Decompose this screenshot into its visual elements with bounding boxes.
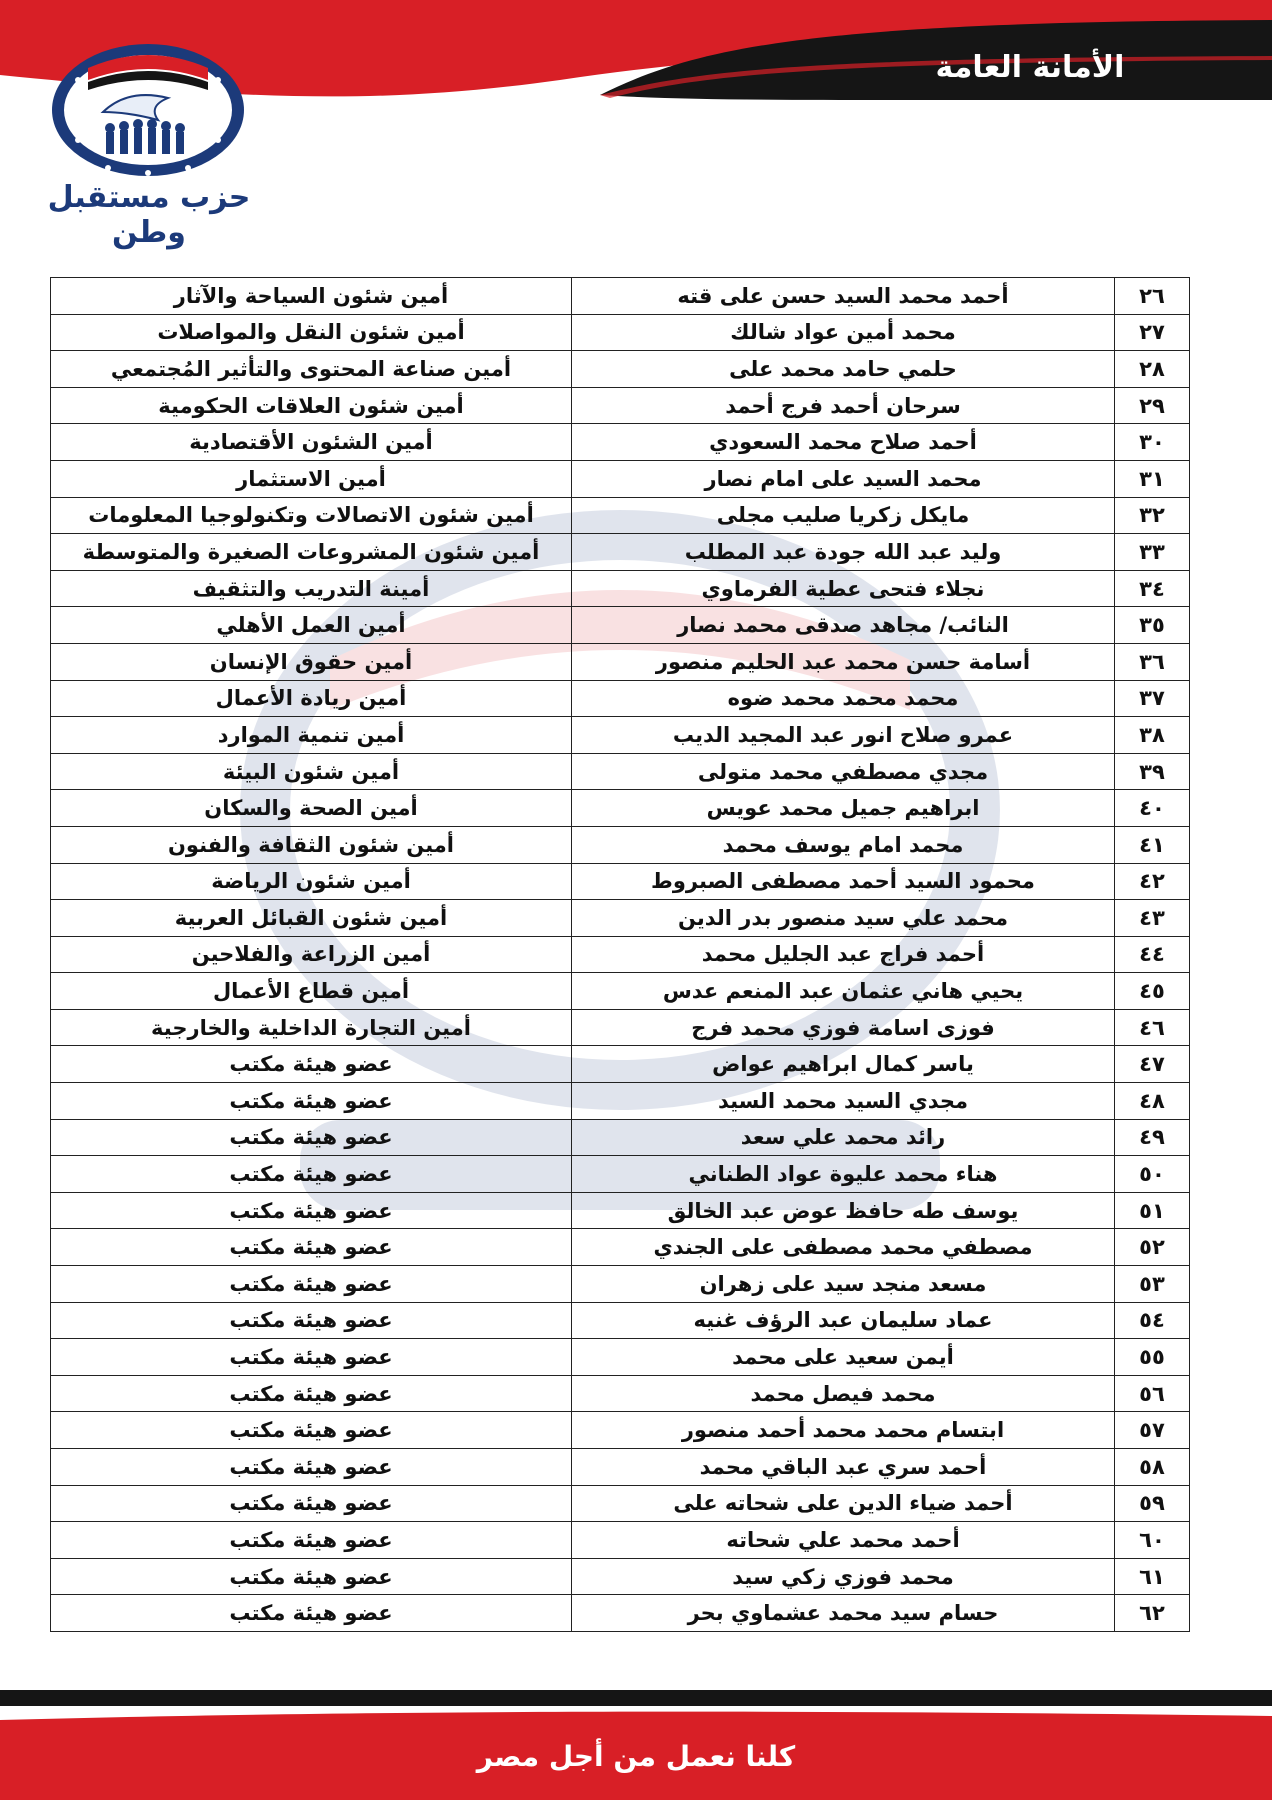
table-row: [51, 717, 1190, 754]
member-role: عضو هيئة مكتب: [51, 1266, 572, 1303]
row-number: ٤٧: [1115, 1046, 1190, 1083]
member-role: عضو هيئة مكتب: [51, 1449, 572, 1486]
row-number: ٣٥: [1115, 607, 1190, 644]
footer-slogan: كلنا نعمل من أجل مصر: [476, 1740, 796, 1773]
member-name: مجدي السيد محمد السيد: [572, 1083, 1115, 1120]
member-role: أمين شئون السياحة والآثار: [51, 278, 572, 315]
member-name: عمرو صلاح انور عبد المجيد الديب: [572, 717, 1115, 754]
member-name: أحمد ضياء الدين على شحاته على: [572, 1485, 1115, 1522]
member-name: محمود السيد أحمد مصطفى الصبروط: [572, 863, 1115, 900]
table-row: [51, 607, 1190, 644]
member-name: ابراهيم جميل محمد عويس: [572, 790, 1115, 827]
member-role: عضو هيئة مكتب: [51, 1229, 572, 1266]
member-name: يوسف طه حافظ عوض عبد الخالق: [572, 1192, 1115, 1229]
member-role: أمين العمل الأهلي: [51, 607, 572, 644]
table-row: [51, 680, 1190, 717]
member-role: أمين شئون الاتصالات وتكنولوجيا المعلومات: [51, 497, 572, 534]
row-number: ٥٥: [1115, 1339, 1190, 1376]
member-role: أمين شئون القبائل العربية: [51, 900, 572, 937]
member-name: مجدي مصطفي محمد متولى: [572, 753, 1115, 790]
table-row: [51, 1558, 1190, 1595]
member-role: عضو هيئة مكتب: [51, 1156, 572, 1193]
member-name: سرحان أحمد فرج أحمد: [572, 387, 1115, 424]
member-name: ابتسام محمد محمد أحمد منصور: [572, 1412, 1115, 1449]
row-number: ٥٠: [1115, 1156, 1190, 1193]
table-row: [51, 1449, 1190, 1486]
table-row: [51, 1009, 1190, 1046]
row-number: ٤٠: [1115, 790, 1190, 827]
member-role: أمين الصحة والسكان: [51, 790, 572, 827]
member-name: مصطفي محمد مصطفى على الجندي: [572, 1229, 1115, 1266]
row-number: ٥٦: [1115, 1375, 1190, 1412]
member-name: محمد محمد محمد ضوه: [572, 680, 1115, 717]
member-role: أمين شئون الثقافة والفنون: [51, 826, 572, 863]
member-name: ياسر كمال ابراهيم عواض: [572, 1046, 1115, 1083]
table-row: [51, 1046, 1190, 1083]
member-name: رائد محمد علي سعد: [572, 1119, 1115, 1156]
row-number: ٥٨: [1115, 1449, 1190, 1486]
table-row: [51, 863, 1190, 900]
member-role: عضو هيئة مكتب: [51, 1302, 572, 1339]
row-number: ٤٨: [1115, 1083, 1190, 1120]
member-name: أحمد فراج عبد الجليل محمد: [572, 936, 1115, 973]
row-number: ٥٧: [1115, 1412, 1190, 1449]
member-name: فوزى اسامة فوزي محمد فرج: [572, 1009, 1115, 1046]
table-row: [51, 1595, 1190, 1632]
table-row: [51, 1083, 1190, 1120]
member-role: عضو هيئة مكتب: [51, 1412, 572, 1449]
member-name: محمد امام يوسف محمد: [572, 826, 1115, 863]
member-role: أمين صناعة المحتوى والتأثير المُجتمعي: [51, 351, 572, 388]
row-number: ٣٧: [1115, 680, 1190, 717]
table-row: [51, 1302, 1190, 1339]
member-name: محمد السيد على امام نصار: [572, 460, 1115, 497]
table-row: [51, 1156, 1190, 1193]
member-role: عضو هيئة مكتب: [51, 1522, 572, 1559]
table-row: [51, 936, 1190, 973]
member-name: مسعد منجد سيد على زهران: [572, 1266, 1115, 1303]
member-name: حسام سيد محمد عشماوي بحر: [572, 1595, 1115, 1632]
member-role: أمين شئون الرياضة: [51, 863, 572, 900]
table-row: [51, 497, 1190, 534]
table-row: [51, 643, 1190, 680]
row-number: ٢٩: [1115, 387, 1190, 424]
row-number: ٣٨: [1115, 717, 1190, 754]
row-number: ٣٦: [1115, 643, 1190, 680]
member-role: أمين ريادة الأعمال: [51, 680, 572, 717]
member-role: أمين تنمية الموارد: [51, 717, 572, 754]
table-row: [51, 900, 1190, 937]
member-name: محمد فيصل محمد: [572, 1375, 1115, 1412]
member-name: النائب/ مجاهد صدقى محمد نصار: [572, 607, 1115, 644]
table-row: [51, 387, 1190, 424]
row-number: ٥٣: [1115, 1266, 1190, 1303]
member-role: عضو هيئة مكتب: [51, 1083, 572, 1120]
table-row: [51, 424, 1190, 461]
member-role: أمين قطاع الأعمال: [51, 973, 572, 1010]
row-number: ٢٦: [1115, 278, 1190, 315]
row-number: ٥١: [1115, 1192, 1190, 1229]
member-name: أحمد محمد السيد حسن على قته: [572, 278, 1115, 315]
row-number: ٥٤: [1115, 1302, 1190, 1339]
party-logo-emblem: [48, 40, 248, 190]
row-number: ٦٠: [1115, 1522, 1190, 1559]
member-role: أمين الزراعة والفلاحين: [51, 936, 572, 973]
table-row: [51, 1412, 1190, 1449]
table-row: [51, 570, 1190, 607]
row-number: ٤١: [1115, 826, 1190, 863]
table-row: [51, 826, 1190, 863]
table-row: [51, 278, 1190, 315]
member-role: عضو هيئة مكتب: [51, 1192, 572, 1229]
member-name: محمد أمين عواد شالك: [572, 314, 1115, 351]
row-number: ٤٥: [1115, 973, 1190, 1010]
member-name: هناء محمد عليوة عواد الطناني: [572, 1156, 1115, 1193]
member-role: عضو هيئة مكتب: [51, 1339, 572, 1376]
member-role: أمين الاستثمار: [51, 460, 572, 497]
member-name: أحمد سري عبد الباقي محمد: [572, 1449, 1115, 1486]
table-row: [51, 1339, 1190, 1376]
member-name: حلمي حامد محمد على: [572, 351, 1115, 388]
member-name: أحمد صلاح محمد السعودي: [572, 424, 1115, 461]
row-number: ٣٠: [1115, 424, 1190, 461]
row-number: ٢٧: [1115, 314, 1190, 351]
member-role: أمين حقوق الإنسان: [51, 643, 572, 680]
table-row: [51, 460, 1190, 497]
member-name: عماد سليمان عبد الرؤف غنيه: [572, 1302, 1115, 1339]
row-number: ٤٤: [1115, 936, 1190, 973]
member-role: أمين شئون العلاقات الحكومية: [51, 387, 572, 424]
table-row: [51, 1192, 1190, 1229]
row-number: ٦٢: [1115, 1595, 1190, 1632]
member-name: يحيي هاني عثمان عبد المنعم عدس: [572, 973, 1115, 1010]
row-number: ٣٢: [1115, 497, 1190, 534]
member-name: وليد عبد الله جودة عبد المطلب: [572, 534, 1115, 571]
member-name: أحمد محمد علي شحاته: [572, 1522, 1115, 1559]
row-number: ٣٣: [1115, 534, 1190, 571]
member-role: عضو هيئة مكتب: [51, 1119, 572, 1156]
row-number: ٤٣: [1115, 900, 1190, 937]
member-name: نجلاء فتحى عطية الفرماوي: [572, 570, 1115, 607]
member-name: أيمن سعيد على محمد: [572, 1339, 1115, 1376]
table-row: [51, 314, 1190, 351]
member-name: محمد فوزي زكي سيد: [572, 1558, 1115, 1595]
member-role: عضو هيئة مكتب: [51, 1595, 572, 1632]
row-number: ٢٨: [1115, 351, 1190, 388]
table-row: [51, 351, 1190, 388]
member-name: مايكل زكريا صليب مجلى: [572, 497, 1115, 534]
member-name: محمد علي سيد منصور بدر الدين: [572, 900, 1115, 937]
table-row: [51, 1522, 1190, 1559]
row-number: ٣٩: [1115, 753, 1190, 790]
members-table: [50, 277, 1190, 1632]
table-row: [51, 753, 1190, 790]
member-role: عضو هيئة مكتب: [51, 1046, 572, 1083]
table-row: [51, 1266, 1190, 1303]
member-role: عضو هيئة مكتب: [51, 1485, 572, 1522]
member-role: أمين شئون البيئة: [51, 753, 572, 790]
row-number: ٥٢: [1115, 1229, 1190, 1266]
table-row: [51, 1375, 1190, 1412]
table-row: [51, 1485, 1190, 1522]
member-role: أمين شئون النقل والمواصلات: [51, 314, 572, 351]
table-row: [51, 1229, 1190, 1266]
row-number: ٦١: [1115, 1558, 1190, 1595]
member-role: أمين الشئون الأقتصادية: [51, 424, 572, 461]
row-number: ٣١: [1115, 460, 1190, 497]
member-role: عضو هيئة مكتب: [51, 1558, 572, 1595]
member-role: عضو هيئة مكتب: [51, 1375, 572, 1412]
member-role: أمين شئون المشروعات الصغيرة والمتوسطة: [51, 534, 572, 571]
table-row: [51, 973, 1190, 1010]
table-row: [51, 534, 1190, 571]
member-role: أمين التجارة الداخلية والخارجية: [51, 1009, 572, 1046]
party-name: حزب مستقبل وطن: [47, 180, 251, 250]
table-row: [51, 1119, 1190, 1156]
header-title: الأمانة العامة: [935, 50, 1125, 85]
row-number: ٤٩: [1115, 1119, 1190, 1156]
member-role: أمينة التدريب والتثقيف: [51, 570, 572, 607]
row-number: ٥٩: [1115, 1485, 1190, 1522]
row-number: ٤٦: [1115, 1009, 1190, 1046]
member-name: أسامة حسن محمد عبد الحليم منصور: [572, 643, 1115, 680]
table-row: [51, 790, 1190, 827]
row-number: ٣٤: [1115, 570, 1190, 607]
row-number: ٤٢: [1115, 863, 1190, 900]
